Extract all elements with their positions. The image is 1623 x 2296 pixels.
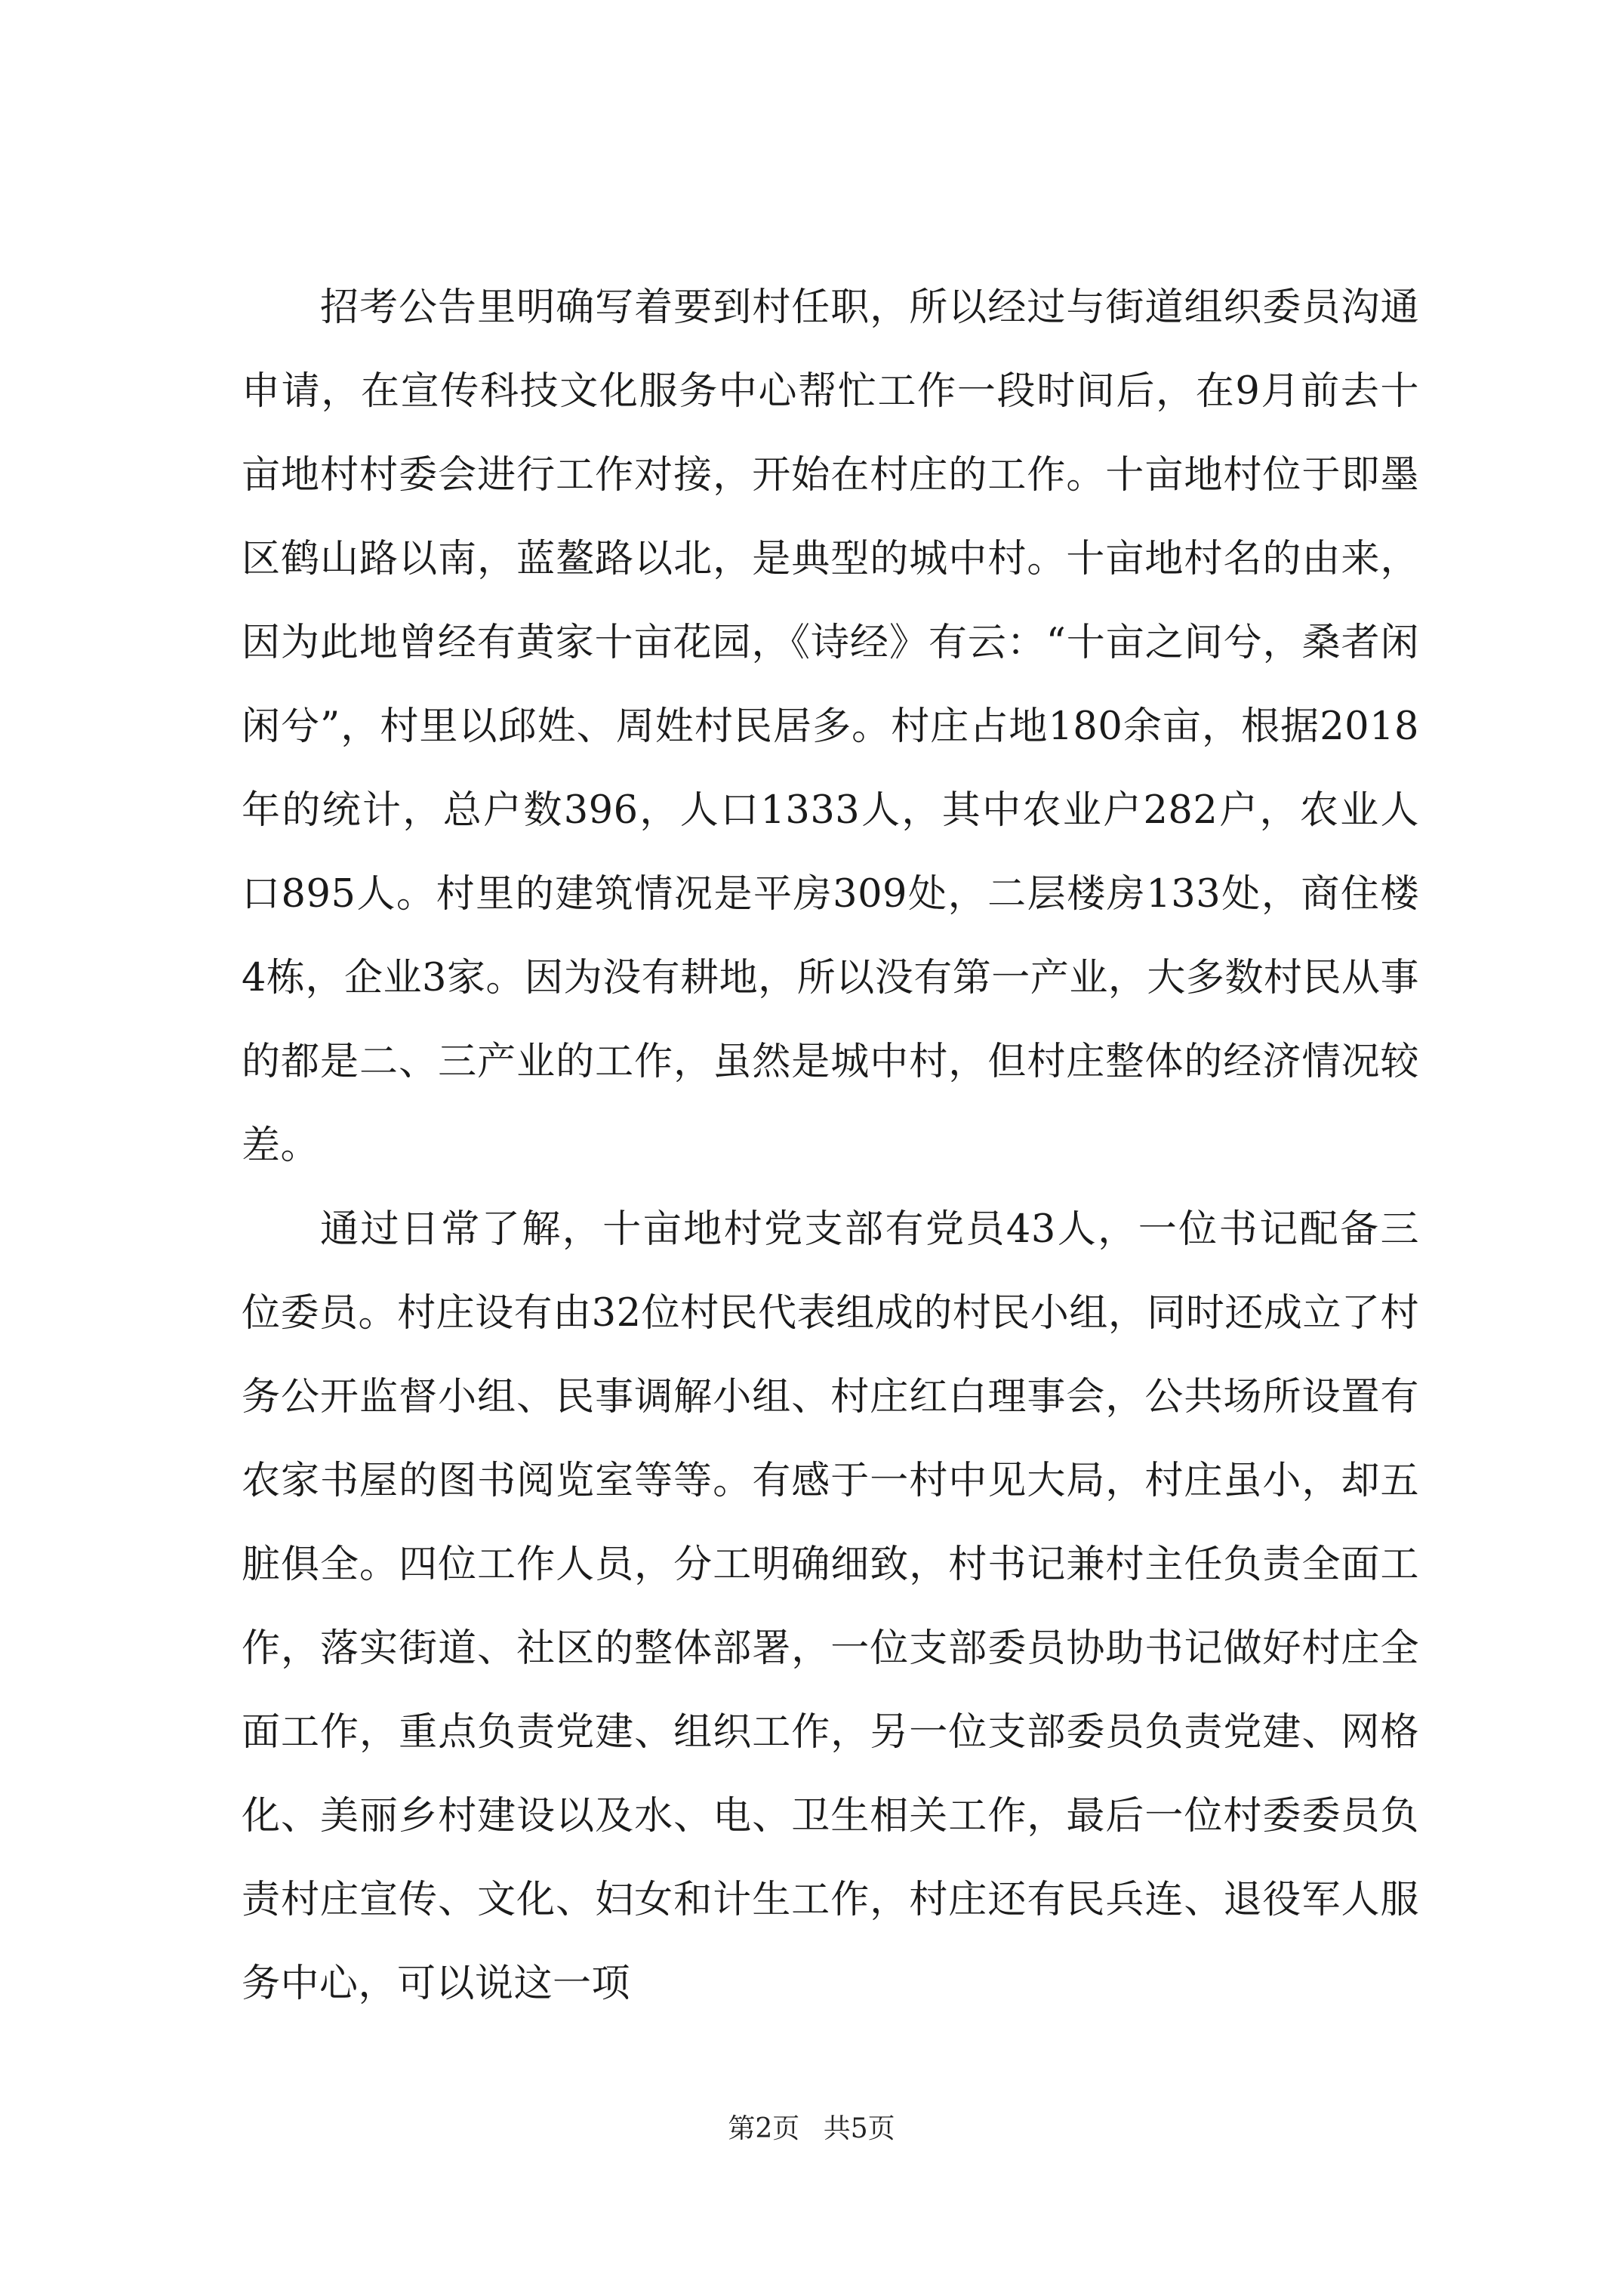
- page-number: 第2页: [728, 2113, 800, 2144]
- page-total: 共5页: [823, 2113, 895, 2144]
- paragraph-party-branch: 通过日常了解，十亩地村党支部有党员43人，一位书记配备三位委员。村庄设有由32位村民代表组成的村民小组，同时还成立了村务公开监督小组、民事调解小组、村庄红白理事会，公共场所设置有农家书屋的图书阅览室等等。有感于一村中见大局，村庄虽小，却五脏俱全。四位工作人员，分工明确细致，村书记兼村主任负责全面工作，落实街道、社区的整体部署，一位支部委员协助书记做好村庄全面工作，重点负责党建、组织工作，另一位支部委员负责党建、网格化、美丽乡村建设以及水、电、卫生相关工作，最后一位村委委员负责村庄宣传、文化、妇女和计生工作，村庄还有民兵连、退役军人服务中心，可以说这一项: [242, 1207, 1419, 2006]
- page-footer: [0, 2110, 1623, 2148]
- document-body: [242, 266, 1419, 2026]
- paragraph-village-overview: 招考公告里明确写着要到村任职，所以经过与街道组织委员沟通申请，在宣传科技文化服务中心帮忙工作一段时间后，在9月前去十亩地村村委会进行工作对接，开始在村庄的工作。十亩地村位于即墨区鹤山路以南，蓝鳌路以北，是典型的城中村。十亩地村名的由来，因为此地曾经有黄家十亩花园，《诗经》有云：“十亩之间兮，桑者闲闲兮”，村里以邱姓、周姓村民居多。村庄占地180余亩，根据2018年的统计，总户数396，人口1333人，其中农业户282户，农业人口895人。村里的建筑情况是平房309处，二层楼房133处，商住楼4栋，企业3家。因为没有耕地，所以没有第一产业，大多数村民从事的都是二、三产业的工作，虽然是城中村，但村庄整体的经济情况较差。: [242, 285, 1419, 1168]
